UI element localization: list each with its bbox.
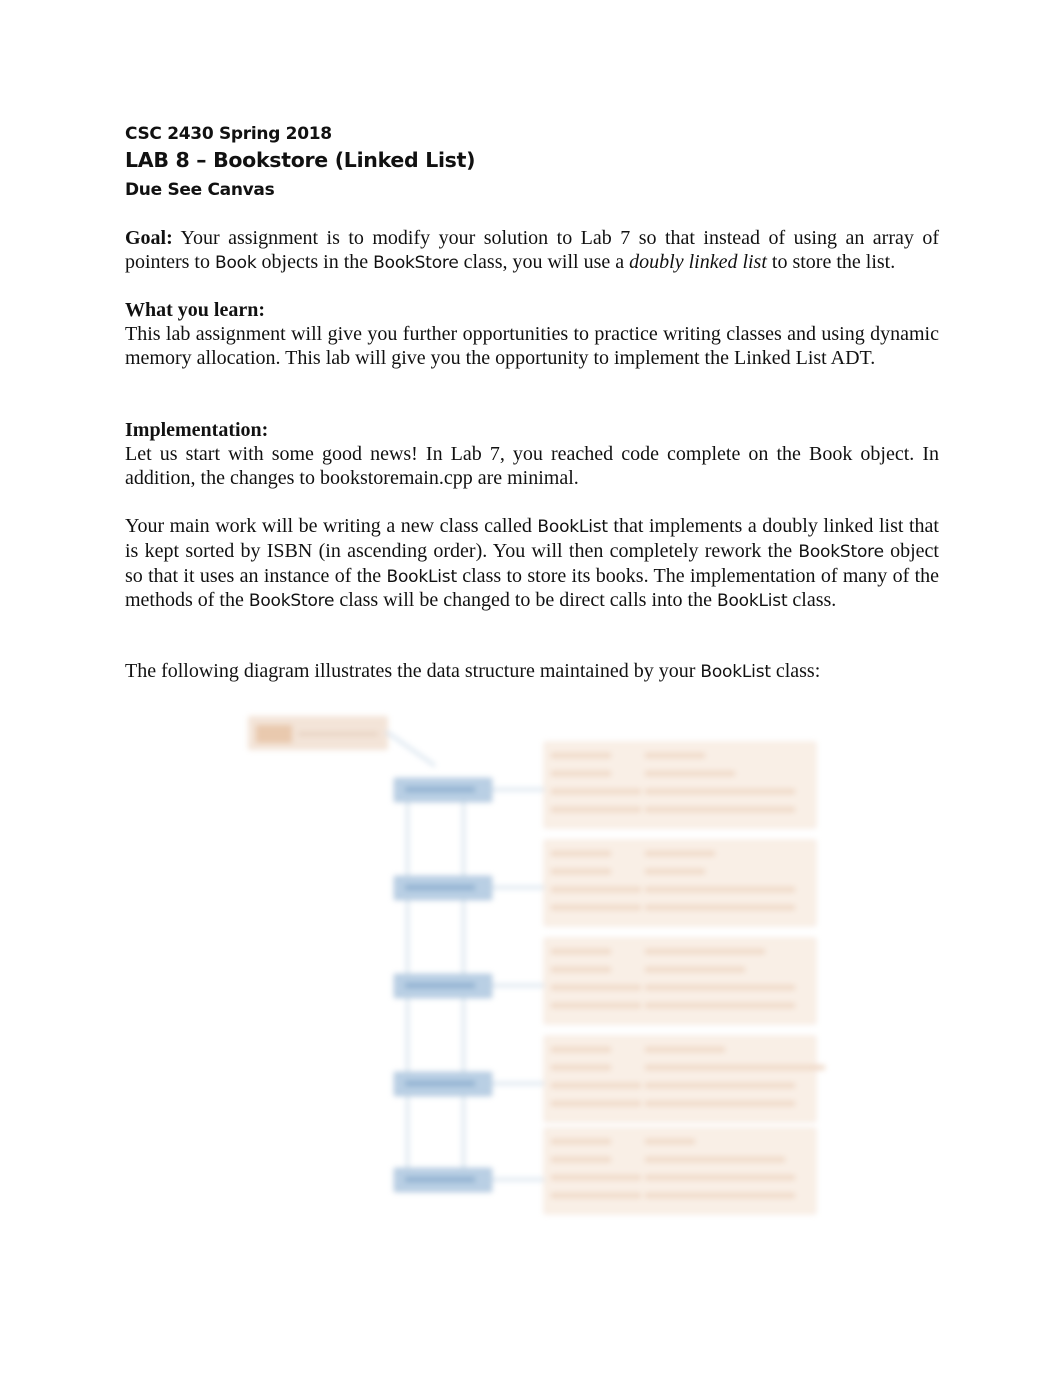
learn-label: What you learn: [125,299,265,321]
book-field-row [551,1139,611,1144]
book-pointer-arrow [492,1178,544,1181]
book-field-row [551,807,641,812]
goal-text-1: Your assignment is to modify your solution to Lab 7 so that instead of using an array of pointers to [125,227,939,273]
head-label-line [298,732,378,736]
book-object [544,938,816,1024]
work-text-6: class. [787,589,837,612]
node-label-line [405,1081,475,1086]
implementation-text: Let us start with some good news! In Lab 7, you reached code complete on the Book object. In addition, the changes to bookstoremain.cpp are minimal. [125,442,939,489]
book-field-row [551,789,641,794]
book-field-row [551,949,611,954]
book-field-value [645,1047,725,1052]
head-connector [385,730,436,767]
list-node [394,974,492,998]
book-field-value [645,967,745,972]
goal-italic: doubly linked list [629,250,767,273]
goal-text-4: to store the list. [766,250,896,273]
book-field-value [645,1003,795,1008]
code-bookstore: BookStore [373,252,459,273]
book-field-value [645,807,795,812]
work-text-2: that implements a doubly linked list that is kept sorted by ISBN (in ascending order). You will then completely rework the [125,515,939,562]
main-work-paragraph [125,515,939,614]
book-field-value [645,1083,795,1088]
code-booklist: BookList [700,662,771,682]
book-object [544,840,816,926]
book-field-row [551,851,611,856]
book-field-row [551,887,641,892]
implementation-label: Implementation: [125,419,269,441]
book-object [544,1036,816,1122]
book-field-row [551,1047,611,1052]
book-field-value [645,851,715,856]
list-node [394,876,492,900]
code-book: Book [215,252,257,273]
code-booklist: BookList [716,591,788,612]
book-field-row [551,771,611,776]
goal-text-2: objects in the [256,250,374,273]
goal-label: Goal: [125,227,173,249]
book-object [544,1128,816,1214]
work-text-1: Your main work will be writing a new class called [125,515,538,537]
book-field-value [645,1157,785,1162]
book-field-row [551,869,611,874]
book-object [544,742,816,828]
node-label-line [405,983,475,988]
diagram-intro-text-1: The following diagram illustrates the data structure maintained by your [125,660,701,682]
book-field-value [645,1101,795,1106]
book-field-value [645,869,705,874]
work-text-5: class will be changed to be direct calls into the [334,589,717,612]
diagram-intro [125,660,939,685]
book-field-value [645,789,795,794]
goal-paragraph [125,227,939,276]
course-heading: CSC 2430 Spring 2018 [125,124,332,144]
book-field-value [645,949,765,954]
book-field-value [645,1175,795,1180]
code-bookstore: BookStore [798,541,884,562]
book-field-row [551,753,611,758]
list-head-box [248,716,388,750]
work-text-4: class to store its books. The implementation of many of the methods of the [125,564,940,612]
book-field-value [645,1139,695,1144]
book-field-value [645,887,795,892]
book-field-value [645,905,795,910]
list-node [394,1072,492,1096]
book-field-row [551,905,641,910]
due-line: Due See Canvas [125,180,275,200]
book-field-value [645,771,735,776]
book-pointer-arrow [492,886,544,889]
book-field-row [551,967,611,972]
learn-section [125,299,939,370]
code-booklist: BookList [386,566,457,587]
implementation-section [125,419,939,490]
code-bookstore: BookStore [248,591,335,612]
node-label-line [405,787,475,792]
goal-text-3: class, you will use a [458,250,630,273]
book-field-row [551,1193,641,1198]
head-pointer-field [256,725,292,743]
book-field-row [551,1101,641,1106]
book-field-value [645,1193,795,1198]
diagram-intro-text-2: class: [770,660,821,682]
work-text-3: object so that it uses an instance of the [125,539,939,587]
book-pointer-arrow [492,984,544,987]
book-field-row [551,1065,611,1070]
book-pointer-arrow [492,1082,544,1085]
book-field-row [551,985,641,990]
book-field-value [645,985,795,990]
learn-text: This lab assignment will give you further opportunities to practice writing classes and using dynamic memory allocation. This lab will give you the opportunity to implement the Linked List ADT. [125,322,939,369]
book-field-value [645,1065,825,1070]
book-field-value [645,753,705,758]
code-booklist: BookList [537,517,608,537]
list-node [394,1168,492,1192]
book-field-row [551,1157,611,1162]
book-pointer-arrow [492,788,544,791]
book-field-row [551,1175,641,1180]
linked-list-diagram [236,700,836,1240]
lab-title: LAB 8 – Bookstore (Linked List) [125,148,476,172]
book-field-row [551,1083,641,1088]
node-label-line [405,885,475,890]
book-field-row [551,1003,641,1008]
list-node [394,778,492,802]
node-label-line [405,1177,475,1182]
